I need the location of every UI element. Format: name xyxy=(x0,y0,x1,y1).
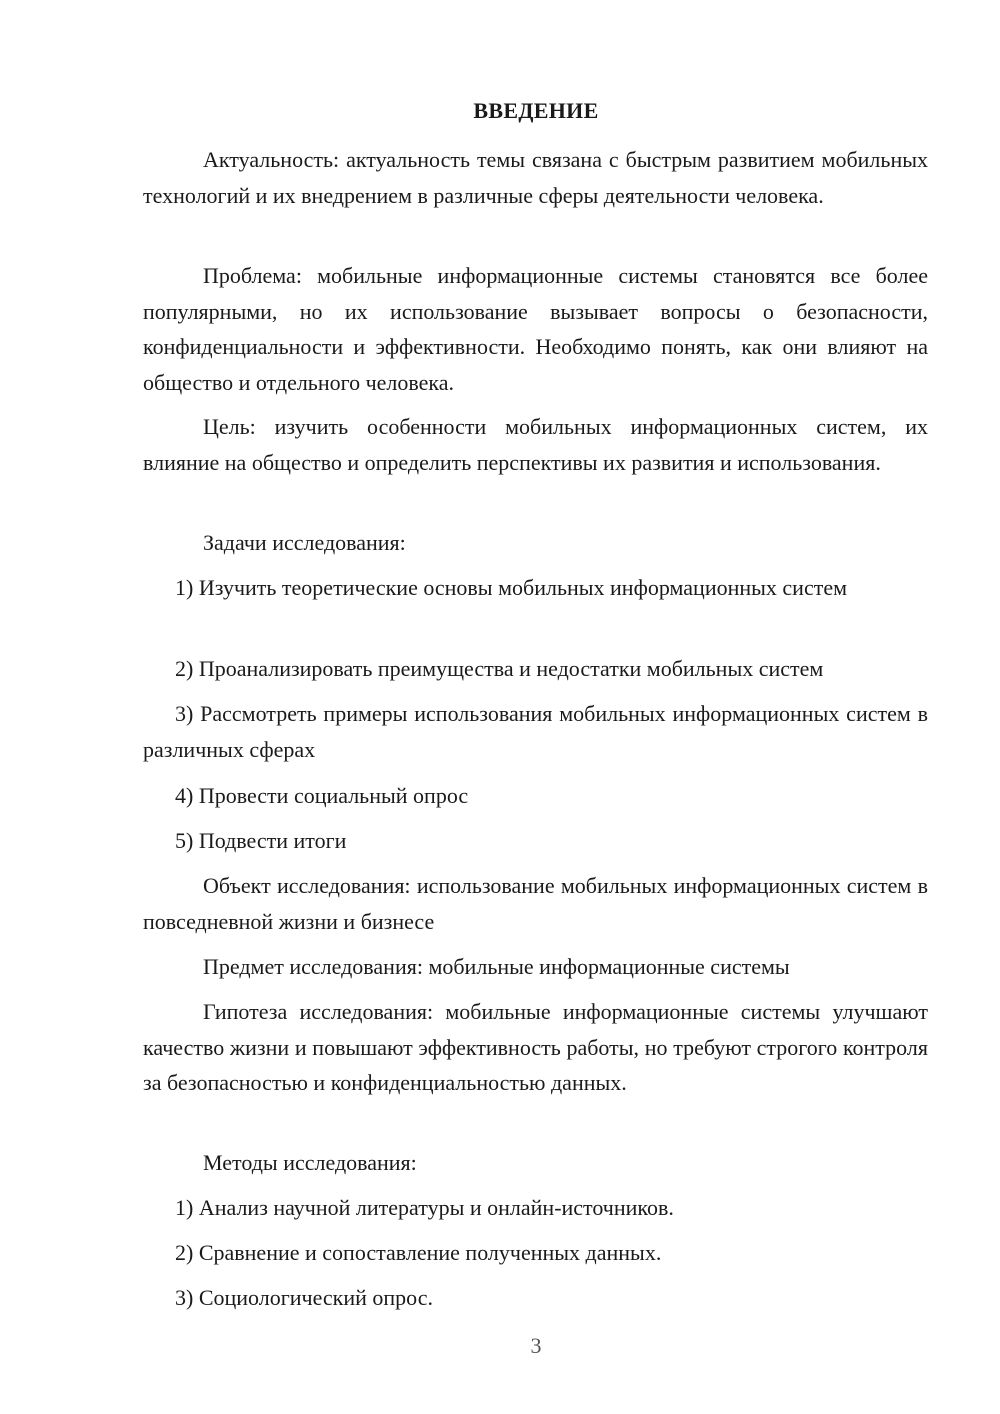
page-number: 3 xyxy=(530,1333,542,1358)
page-title: ВВЕДЕНИЕ xyxy=(473,98,599,123)
tasks-heading: Задачи исследования: xyxy=(203,530,406,555)
task-item-3: 3) Рассмотреть примеры использования мобильных информационных систем в различных сферах xyxy=(143,701,928,762)
paragraph-goal: Цель: изучить особенности мобильных информационных систем, их влияние на общество и определить перспективы их развития и использования. xyxy=(143,414,928,475)
task-item-1: 1) Изучить теоретические основы мобильных информационных систем xyxy=(175,575,848,600)
task-item-2: 2) Проанализировать преимущества и недостатки мобильных систем xyxy=(175,656,824,681)
task-item-4: 4) Провести социальный опрос xyxy=(175,783,469,808)
task-item-5: 5) Подвести итоги xyxy=(175,828,347,853)
paragraph-object: Объект исследования: использование мобильных информационных систем в повседневной жизни и бизнесе xyxy=(143,873,928,934)
paragraph-relevance: Актуальность: актуальность темы связана с быстрым развитием мобильных технологий и их внедрением в различные сферы деятельности человека. xyxy=(143,147,928,208)
method-item-1: 1) Анализ научной литературы и онлайн-источников. xyxy=(175,1195,674,1220)
paragraph-subject: Предмет исследования: мобильные информационные системы xyxy=(203,954,790,979)
paragraph-problem: Проблема: мобильные информационные системы становятся все более популярными, но их использование вызывает вопросы о безопасности, конфиденциальности и эффективности. Необходимо понять, как они влияют на общество и отдельного человека. xyxy=(143,263,928,395)
methods-heading: Методы исследования: xyxy=(203,1150,417,1175)
method-item-2: 2) Сравнение и сопоставление полученных данных. xyxy=(175,1240,662,1265)
paragraph-hypothesis: Гипотеза исследования: мобильные информационные системы улучшают качество жизни и повышают эффективность работы, но требуют строгого контроля за безопасностью и конфиденциальностью данных. xyxy=(143,999,928,1095)
method-item-3: 3) Социологический опрос. xyxy=(175,1285,433,1310)
